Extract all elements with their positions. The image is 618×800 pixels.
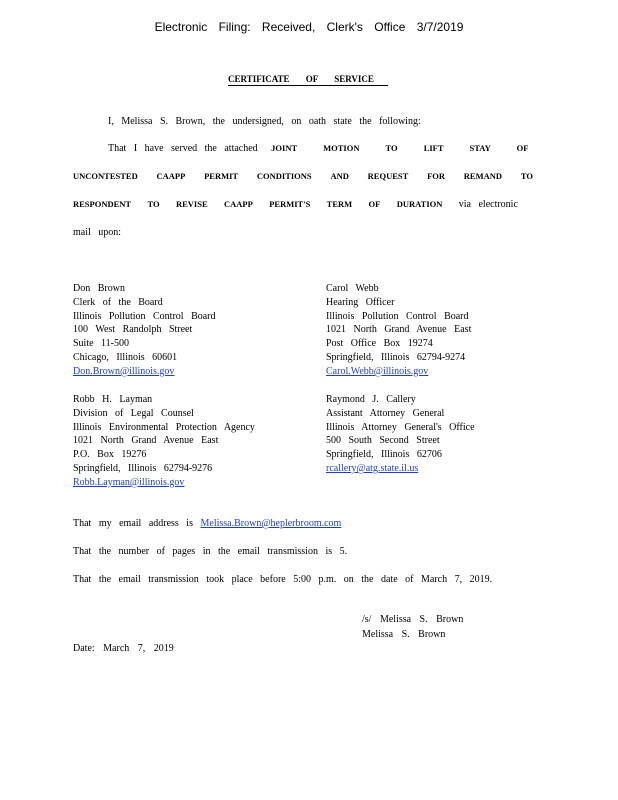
- document-title-word: REMAND: [463, 171, 503, 181]
- transmission-time-statement: That the email transmission took place before 5:00 p.m. on the date of March 7, 2019.: [73, 574, 493, 585]
- recipient-line: Chicago, Illinois 60601: [73, 351, 178, 363]
- service-paragraph-line-2: [73, 171, 533, 181]
- email-address-statement: [73, 518, 341, 529]
- recipient-block-don-brown: [73, 282, 216, 379]
- document-title-word: CONDITIONS: [256, 171, 312, 181]
- recipient-line: Illinois Pollution Control Board: [326, 310, 469, 322]
- signer-name: Melissa S. Brown: [362, 629, 446, 640]
- recipient-block-raymond-callery: [326, 393, 475, 476]
- recipient-email-link[interactable]: Robb.Layman@illinois.gov: [73, 476, 185, 488]
- recipient-line: Don Brown: [73, 283, 125, 294]
- recipient-email-link[interactable]: rcallery@atg.state.il.us: [326, 462, 419, 474]
- recipient-line: Assistant Attorney General: [326, 407, 445, 419]
- recipient-line: 1021 North Grand Avenue East: [326, 324, 472, 336]
- service-paragraph-line-4: mail upon:: [73, 227, 122, 238]
- document-title-word: TO: [147, 199, 160, 209]
- document-title-word: CAAPP: [224, 199, 253, 209]
- recipient-email-link[interactable]: Don.Brown@illinois.gov: [73, 365, 175, 377]
- recipient-line: Division of Legal Counsel: [73, 407, 194, 419]
- document-title-word: RESPONDENT: [73, 199, 132, 209]
- recipient-email-link[interactable]: Carol.Webb@illinois.gov: [326, 365, 429, 377]
- signature-line: /s/ Melissa S. Brown: [362, 614, 464, 625]
- document-title-word: PERMIT'S: [269, 199, 311, 209]
- recipient-line: 1021 North Grand Avenue East: [73, 435, 219, 447]
- recipient-line: Robb H. Layman: [73, 394, 153, 405]
- recipient-line: Illinois Attorney General's Office: [326, 421, 475, 433]
- document-title-word: UNCONTESTED: [73, 171, 138, 181]
- document-title-part-1: JOINT MOTION TO LIFT STAY OF: [271, 143, 529, 153]
- recipient-line: Post Office Box 19274: [326, 338, 433, 350]
- document-title-word: PERMIT: [204, 171, 239, 181]
- filing-header: Electronic Filing: Received, Clerk's Office 3/7/2019: [154, 20, 464, 34]
- recipient-line: Springfield, Illinois 62794-9274: [326, 351, 466, 363]
- recipient-line: Springfield, Illinois 62794-9276: [73, 462, 213, 474]
- page-count-statement: That the number of pages in the email transmission is 5.: [73, 546, 348, 557]
- document-title-word: OF: [368, 199, 381, 209]
- document-title-word: REVISE: [175, 199, 208, 209]
- email-statement-lead: That my email address is: [73, 518, 193, 529]
- recipient-line: Raymond J. Callery: [326, 394, 416, 405]
- recipient-line: 500 South Second Street: [326, 435, 440, 447]
- certificate-title: CERTIFICATE OF SERVICE: [228, 74, 388, 86]
- recipient-line: Suite 11-500: [73, 338, 130, 350]
- document-title-word: TERM: [326, 199, 353, 209]
- document-title-word: REQUEST: [367, 171, 409, 181]
- document-title-word: TO: [520, 171, 533, 181]
- recipient-line: P.O. Box 19276: [73, 449, 147, 461]
- service-method: via electronic: [458, 199, 518, 210]
- recipient-line: Hearing Officer: [326, 296, 395, 308]
- recipient-block-robb-layman: [73, 393, 255, 490]
- recipient-line: Illinois Environmental Protection Agency: [73, 421, 255, 433]
- document-date: Date: March 7, 2019: [73, 643, 174, 654]
- recipient-line: Illinois Pollution Control Board: [73, 310, 216, 322]
- service-paragraph-line-3: [73, 199, 518, 210]
- recipient-line: 100 West Randolph Street: [73, 324, 193, 336]
- document-title-word: AND: [330, 171, 349, 181]
- recipient-line: Carol Webb: [326, 283, 379, 294]
- intro-statement: I, Melissa S. Brown, the undersigned, on oath state the following:: [108, 116, 421, 127]
- document-title-word: FOR: [427, 171, 446, 181]
- service-paragraph-line-1: [108, 143, 528, 154]
- recipient-block-carol-webb: [326, 282, 471, 379]
- document-title-word: DURATION: [396, 199, 443, 209]
- document-title-word: CAAPP: [156, 171, 186, 181]
- service-lead: That I have served the attached: [108, 143, 258, 154]
- recipient-line: Clerk of the Board: [73, 296, 163, 308]
- sender-email-link[interactable]: Melissa.Brown@heplerbroom.com: [200, 518, 342, 529]
- recipient-line: Springfield, Illinois 62706: [326, 449, 442, 461]
